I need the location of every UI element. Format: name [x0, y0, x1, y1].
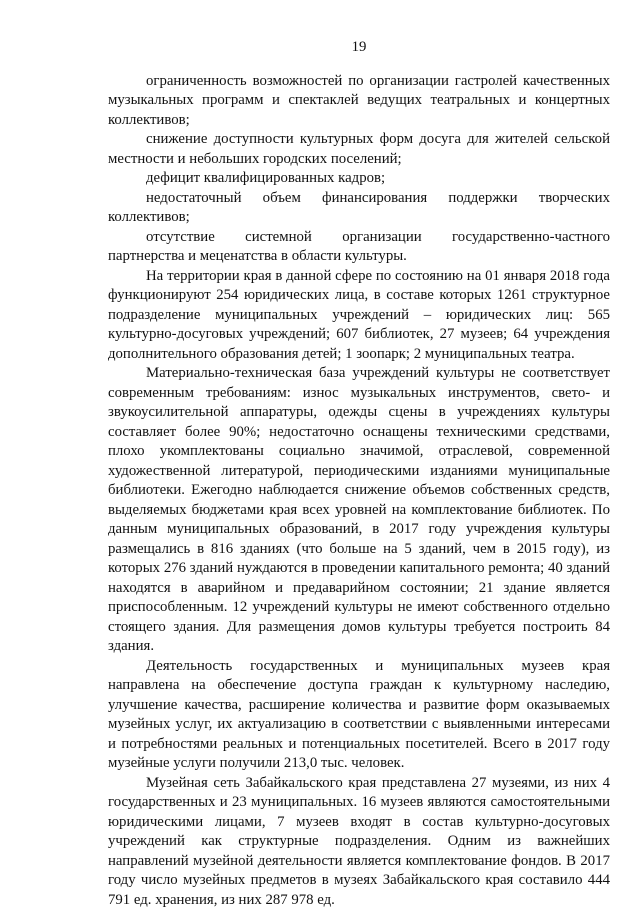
paragraph-3: дефицит квалифицированных кадров; — [108, 169, 610, 189]
page-number: 19 — [108, 38, 610, 58]
paragraph-6: На территории края в данной сфере по состоянию на 01 января 2018 года функционируют 254 юридических лица, в составе которых 1261 структурное подразделение муниципальных учреждений – юридических лиц: 565 культурно-досуговых учреждений; 607 библиотек, 27 музеев; 64 учреждения дополнительного образования детей; 1 зоопарк; 2 муниципальных театра. — [108, 267, 610, 365]
paragraph-8: Деятельность государственных и муниципальных музеев края направлена на обеспечение доступа граждан к культурному наследию, улучшение качества, расширение количества и развитие форм оказываемых музейных услуг, их актуализацию в соответствии с выявленными интересами и потребностями реальных и потенциальных посетителей. Всего в 2017 году музейные услуги получили 213,0 тыс. человек. — [108, 657, 610, 774]
paragraph-2: снижение доступности культурных форм досуга для жителей сельской местности и небольших городских поселений; — [108, 130, 610, 169]
body-text — [108, 72, 610, 910]
paragraph-5: отсутствие системной организации государственно-частного партнерства и меценатства в области культуры. — [108, 228, 610, 267]
paragraph-9: Музейная сеть Забайкальского края представлена 27 музеями, из них 4 государственных и 23 муниципальных. 16 музеев являются самостоятельными юридическими лицами, 7 музеев входят в состав культурно-досуговых учреждений как структурные подразделения. Одним из важнейших направлений музейной деятельности является комплектование фондов. В 2017 году число музейных предметов в музеях Забайкальского края составило 444 791 ед. хранения, из них 287 978 ед. — [108, 774, 610, 910]
paragraph-7: Материально-техническая база учреждений культуры не соответствует современным требованиям: износ музыкальных инструментов, свето- и звукоусилительной аппаратуры, одежды сцены в учреждениях культуры составляет более 90%; недостаточно оснащены техническими средствами, плохо укомплектованы социально значимой, отраслевой, современной художественной литературой, периодическими изданиями муниципальные библиотеки. Ежегодно наблюдается снижение объемов собственных средств, выделяемых бюджетами края всех уровней на комплектование библиотек. По данным муниципальных образований, в 2017 году учреждения культуры размещались в 816 зданиях (что больше на 5 зданий, чем в 2015 году), из которых 276 зданий нуждаются в проведении капитального ремонта; 40 зданий находятся в аварийном и предаварийном состоянии; 21 здание является приспособленным. 12 учреждений культуры не имеют собственного отдельно стоящего здания. Для размещения домов культуры требуется построить 84 здания. — [108, 364, 610, 657]
paragraph-1: ограниченность возможностей по организации гастролей качественных музыкальных программ и спектаклей ведущих театральных и концертных коллективов; — [108, 72, 610, 131]
paragraph-4: недостаточный объем финансирования поддержки творческих коллективов; — [108, 189, 610, 228]
